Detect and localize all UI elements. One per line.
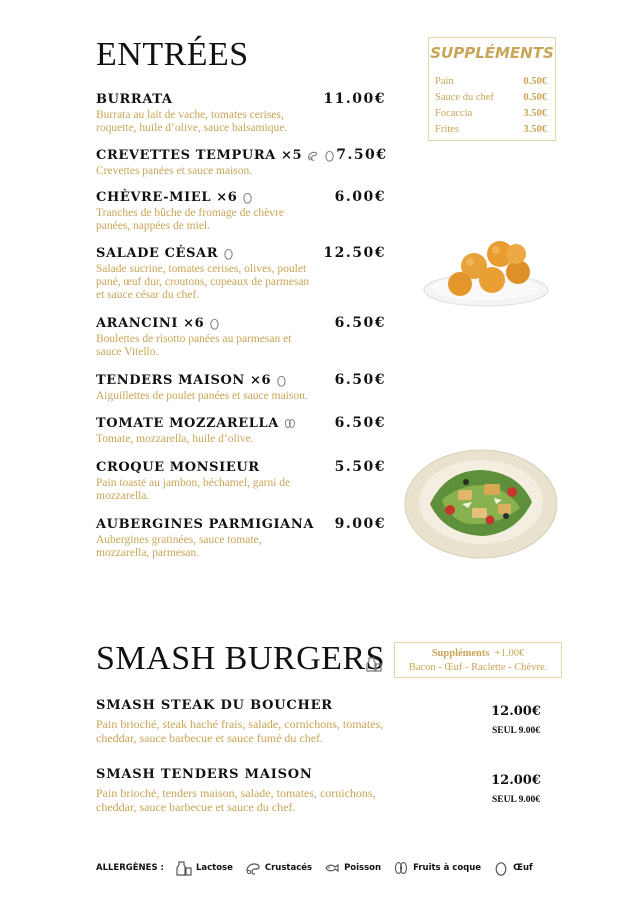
burger-supplements-box [394, 642, 562, 678]
burger-item-steak [96, 698, 556, 745]
nuts-icon [393, 860, 409, 876]
supplement-label: Pain [435, 76, 454, 87]
burger-description: Pain brioché, tenders maison, salade, tomates, cornichons, cheddar, sauce barbecue et sauce du chef. [96, 786, 376, 814]
item-name: AUBERGINES PARMIGIANA [96, 516, 315, 532]
menu-item-crevettes [96, 146, 386, 178]
crustaceans-icon [245, 860, 261, 876]
burgers-title: SMASH BURGERS [96, 640, 385, 677]
item-price: 7.50€ [336, 147, 388, 163]
menu-item-croque-monsieur [96, 458, 386, 503]
menu-item-tomate-mozzarella [96, 414, 386, 446]
salad-photo [402, 446, 560, 562]
allergen-fish [324, 860, 381, 876]
menu-item-burrata [96, 90, 386, 135]
allergen-label: Poisson [344, 863, 382, 873]
supplement-row [435, 74, 547, 90]
menu-item-aubergines [96, 515, 386, 560]
supplement-price: 3.50€ [523, 108, 547, 119]
supplement-label: Sauce du chef [435, 92, 494, 103]
allergen-egg [493, 860, 533, 876]
burger-supp-items: Bacon - Œuf - Raclette - Chèvre. [408, 662, 548, 673]
item-price: 5.50€ [334, 459, 386, 475]
supplements-title: SUPPLÉMENTS [430, 44, 554, 62]
item-price: 6.50€ [334, 315, 386, 331]
supplement-row [435, 122, 547, 138]
crustaceans-icon [306, 149, 319, 162]
allergen-label: Crustacés [264, 863, 313, 873]
supplement-row [435, 90, 547, 106]
allergens-legend [96, 860, 533, 876]
supplement-price: 3.50€ [523, 124, 547, 135]
item-name: CROQUE MONSIEUR [96, 459, 260, 475]
item-description: Aubergines gratinées, sauce tomate, mozzarella, parmesan. [96, 534, 262, 559]
burger-seul-price: SEUL 9.00€ [491, 726, 541, 736]
menu-item-chevre-miel [96, 188, 386, 233]
burger-price: 12.00€ [491, 704, 541, 719]
menu-item-arancini [96, 314, 386, 359]
item-description: Pain toasté au jambon, béchamel, garni de mozzarella. [96, 477, 291, 502]
burger-price: 12.00€ [491, 773, 541, 788]
burger-supp-title: Suppléments [431, 648, 490, 659]
menu-item-salade-cesar [96, 244, 386, 302]
item-price: 6.50€ [334, 415, 386, 431]
item-description: Salade sucrine, tomates cerises, olives, poulet pané, œuf dur, croutons, copeaux de parmesan et sauce césar du chef. [96, 263, 310, 301]
arancini-photo [420, 236, 552, 316]
egg-icon [222, 247, 235, 260]
allergen-label: Lactose [195, 863, 233, 873]
burger-name: SMASH TENDERS MAISON [96, 767, 313, 782]
entrees-title: ENTRÉES [96, 36, 249, 73]
egg-icon [493, 860, 509, 876]
item-price: 11.00€ [323, 91, 386, 107]
allergen-label: Fruits à coque [413, 863, 482, 873]
item-description: Tranches de bûche de fromage de chèvre panées, nappées de miel. [96, 207, 284, 232]
supplements-box [428, 37, 556, 141]
supplement-price: 0.50€ [523, 76, 547, 87]
egg-icon [275, 374, 288, 387]
item-name: BURRATA [96, 91, 173, 107]
allergen-crustaceans [245, 860, 312, 876]
burger-name: SMASH STEAK DU BOUCHER [96, 698, 333, 713]
item-name: ARANCINI ×6 [96, 316, 221, 331]
supplement-price: 0.50€ [523, 92, 547, 103]
supplement-label: Focaccia [435, 108, 473, 119]
item-description: Burrata au lait de vache, tomates cerises, roquette, huile d’olive, sauce balsamique. [96, 109, 288, 134]
item-price: 6.50€ [334, 372, 386, 388]
item-price: 6.00€ [334, 189, 386, 205]
item-name: CREVETTES TEMPURA ×5 [96, 148, 336, 163]
item-name: SALADE CÉSAR [96, 246, 235, 261]
allergen-label: Œuf [513, 863, 533, 873]
supplement-row [435, 106, 547, 122]
menu-item-tenders [96, 371, 386, 403]
supplement-label: Frites [435, 124, 459, 135]
item-price: 12.50€ [323, 245, 386, 261]
item-description: Tomate, mozzarella, huile d’olive. [96, 433, 254, 445]
burger-supp-price: +1.00€ [494, 648, 525, 659]
item-name: CHÈVRE-MIEL ×6 [96, 190, 254, 205]
lactose-icon [366, 655, 382, 677]
egg-icon [241, 191, 254, 204]
burger-item-tenders [96, 767, 556, 814]
allergen-lactose [176, 860, 233, 876]
item-description: Aiguillettes de poulet panées et sauce maison. [96, 390, 308, 402]
burger-seul-price: SEUL 9.00€ [491, 795, 541, 805]
egg-icon [208, 317, 221, 330]
egg-icon [323, 149, 336, 162]
item-description: Boulettes de risotto panées au parmesan et sauce Vitello. [96, 333, 292, 358]
lactose-icon [176, 860, 192, 876]
allergen-nuts [393, 860, 481, 876]
nuts-icon [283, 417, 296, 430]
allergens-label: ALLERGÈNES : [96, 863, 164, 873]
item-description: Crevettes panées et sauce maison. [96, 165, 253, 177]
item-name: TOMATE MOZZARELLA [96, 416, 296, 431]
supplements-list [435, 74, 547, 138]
fish-icon [324, 860, 340, 876]
item-price: 9.00€ [334, 516, 386, 532]
burger-description: Pain brioché, steak haché frais, salade, cornichons, tomates, cheddar, sauce barbecue et sauce fumé du chef. [96, 717, 384, 745]
item-name: TENDERS MAISON ×6 [96, 373, 288, 388]
